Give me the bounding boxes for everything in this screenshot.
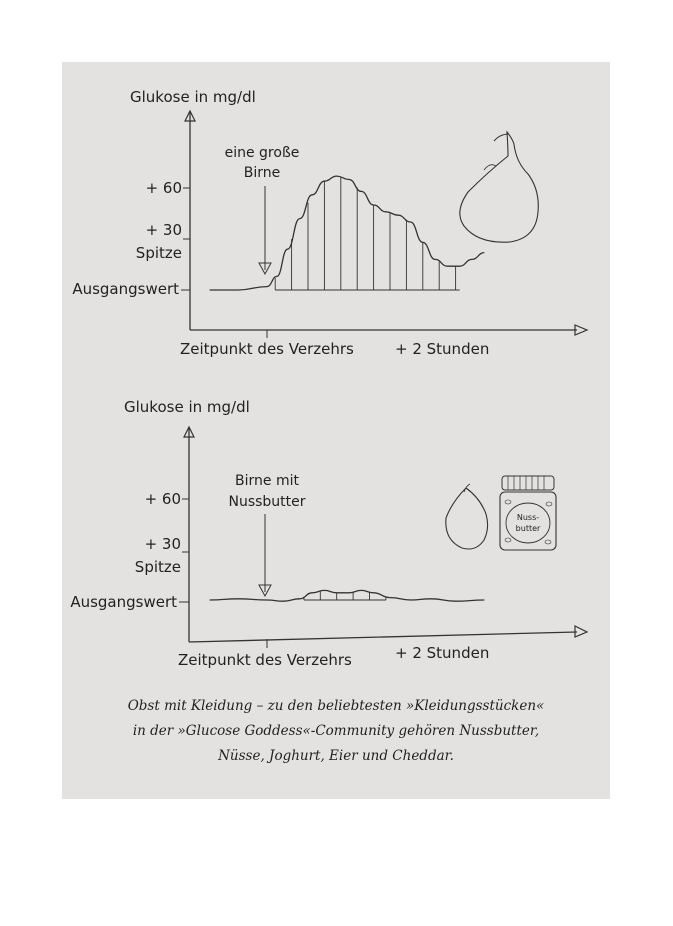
x-tick-label-consumption: Zeitpunkt des Verzehrs bbox=[178, 651, 352, 669]
y-tick-label-baseline: Ausgangswert bbox=[70, 593, 177, 611]
annotation-arrow bbox=[259, 514, 271, 596]
y-tick-label-baseline: Ausgangswert bbox=[72, 280, 179, 298]
x-axis-2 bbox=[189, 626, 587, 642]
caption-line-3: Nüsse, Joghurt, Eier und Cheddar. bbox=[218, 748, 454, 764]
y-axis-label-2: Glukose in mg/dl bbox=[124, 398, 250, 416]
annotation-line-1: eine große bbox=[224, 145, 300, 161]
pear-icon bbox=[460, 132, 538, 242]
y-tick-label-plus30: + 30 bbox=[145, 221, 182, 239]
annotation-line-1: Birne mit bbox=[235, 473, 299, 489]
y-tick-label-spitze: Spitze bbox=[134, 558, 181, 576]
y-axis-1 bbox=[185, 111, 195, 330]
annotation-line-2: Birne bbox=[243, 165, 281, 181]
chart-2 bbox=[70, 398, 587, 669]
caption-line-1: Obst mit Kleidung – zu den beliebtesten »Kleidungsstücken« bbox=[127, 698, 545, 714]
y-tick-label-plus30: + 30 bbox=[144, 535, 181, 553]
annotation-line-2: Nussbutter bbox=[228, 494, 306, 510]
x-tick-label-2h: + 2 Stunden bbox=[395, 644, 490, 662]
jar-icon bbox=[500, 476, 556, 550]
area-hatching bbox=[275, 177, 460, 290]
jar-label-line-1: Nuss- bbox=[516, 513, 540, 522]
caption-line-2: in der »Glucose Goddess«-Community gehören Nussbutter, bbox=[132, 723, 540, 739]
annotation-arrow bbox=[259, 186, 271, 274]
pear-icon bbox=[446, 484, 488, 549]
y-tick-label-plus60: + 60 bbox=[144, 490, 181, 508]
x-tick-label-consumption: Zeitpunkt des Verzehrs bbox=[180, 340, 354, 358]
figure-caption bbox=[62, 694, 610, 769]
glucose-curve bbox=[210, 176, 485, 290]
x-tick-label-2h: + 2 Stunden bbox=[395, 340, 490, 358]
jar-label-line-2: butter bbox=[515, 524, 541, 533]
y-tick-label-spitze: Spitze bbox=[135, 244, 182, 262]
charts-canvas bbox=[62, 62, 610, 799]
book-page bbox=[62, 62, 610, 799]
y-axis-label-1: Glukose in mg/dl bbox=[130, 88, 256, 106]
chart-1 bbox=[72, 88, 587, 358]
x-axis-1 bbox=[190, 325, 587, 335]
y-axis-2 bbox=[184, 427, 194, 642]
y-tick-label-plus60: + 60 bbox=[145, 179, 182, 197]
